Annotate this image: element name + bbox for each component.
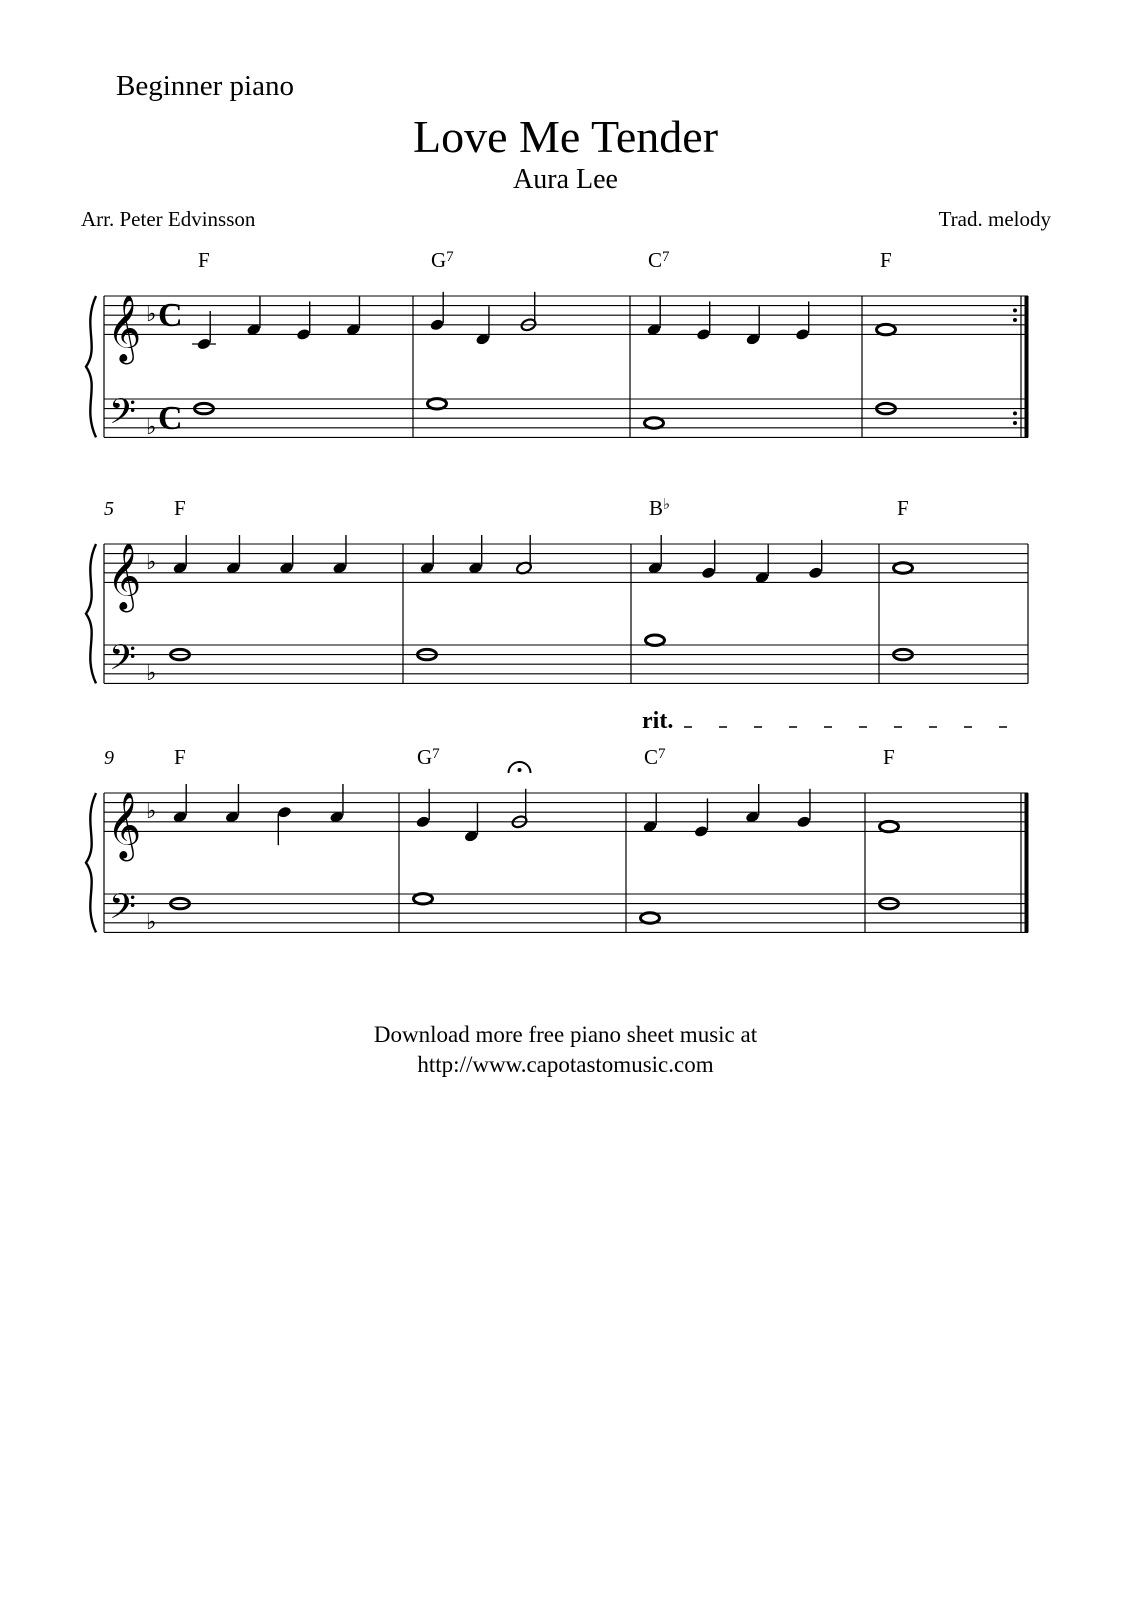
footer-download-text: Download more free piano sheet music at: [373, 1022, 758, 1047]
measure-number: 9: [104, 747, 114, 769]
arranger-credit: Arr. Peter Edvinsson: [81, 207, 256, 231]
whole-note: [641, 913, 660, 923]
song-subtitle: Aura Lee: [513, 164, 618, 195]
chord-symbol: F: [897, 496, 909, 520]
quarter-note: [694, 825, 709, 838]
key-signature-flat-icon: ♭: [146, 302, 157, 328]
brace-icon: [86, 544, 96, 683]
brace-icon: [86, 793, 96, 932]
whole-note: [646, 635, 665, 645]
quarter-note: [796, 815, 811, 828]
key-signature-flat-icon: ♭: [146, 799, 157, 825]
chord-symbol: F: [174, 496, 186, 520]
repeat-dot: [1013, 411, 1017, 415]
song-title: Love Me Tender: [412, 111, 719, 162]
repeat-dot: [1013, 308, 1017, 312]
chord-symbol: F: [883, 745, 895, 769]
treble-clef-icon: 𝄞: [107, 790, 142, 859]
whole-note: [880, 821, 899, 831]
ritardando-marking: rit.: [642, 708, 674, 734]
bass-clef-icon: 𝄢: [109, 885, 137, 935]
brace-icon: [86, 296, 96, 437]
chord-symbol: $G^7$: [417, 745, 440, 769]
quarter-note: [701, 566, 716, 579]
quarter-note: [277, 806, 292, 819]
whole-note: [645, 418, 664, 428]
quarter-note: [196, 337, 211, 350]
whole-note: [877, 324, 896, 334]
quarter-note: [296, 328, 311, 341]
bass-clef-icon: 𝄢: [109, 636, 137, 686]
whole-note: [894, 563, 913, 573]
whole-note: [428, 399, 447, 409]
composer-credit: Trad. melody: [938, 207, 1051, 231]
quarter-note: [808, 566, 823, 579]
key-signature-flat-icon: ♭: [146, 660, 157, 686]
key-signature-flat-icon: ♭: [146, 414, 157, 440]
chord-symbol: $G^7$: [431, 248, 454, 272]
quarter-note: [795, 328, 810, 341]
chord-symbol: B♭: [649, 496, 671, 520]
chord-symbol: $C^7$: [648, 248, 670, 272]
footer-url[interactable]: http://www.capotastomusic.com: [417, 1052, 714, 1077]
key-signature-flat-icon: ♭: [146, 550, 157, 576]
repeat-dot: [1013, 421, 1017, 425]
chord-symbol: $C^7$: [644, 745, 666, 769]
treble-clef-icon: 𝄞: [107, 541, 142, 610]
repeat-dot: [1013, 318, 1017, 322]
chord-symbol: F: [880, 248, 892, 272]
quarter-note: [429, 318, 444, 331]
fermata-dot: [518, 768, 522, 772]
time-signature: C: [158, 400, 183, 438]
measure-number: 5: [104, 498, 114, 520]
key-signature-flat-icon: ♭: [146, 909, 157, 935]
time-signature: C: [158, 297, 183, 335]
treble-clef-icon: 𝄞: [107, 293, 142, 362]
quarter-note: [696, 328, 711, 341]
chord-symbol: F: [174, 745, 186, 769]
whole-note: [414, 894, 433, 904]
level-label: Beginner piano: [116, 70, 294, 102]
chord-symbol: F: [198, 248, 210, 272]
bass-clef-icon: 𝄢: [109, 390, 137, 440]
quarter-note: [415, 815, 430, 828]
